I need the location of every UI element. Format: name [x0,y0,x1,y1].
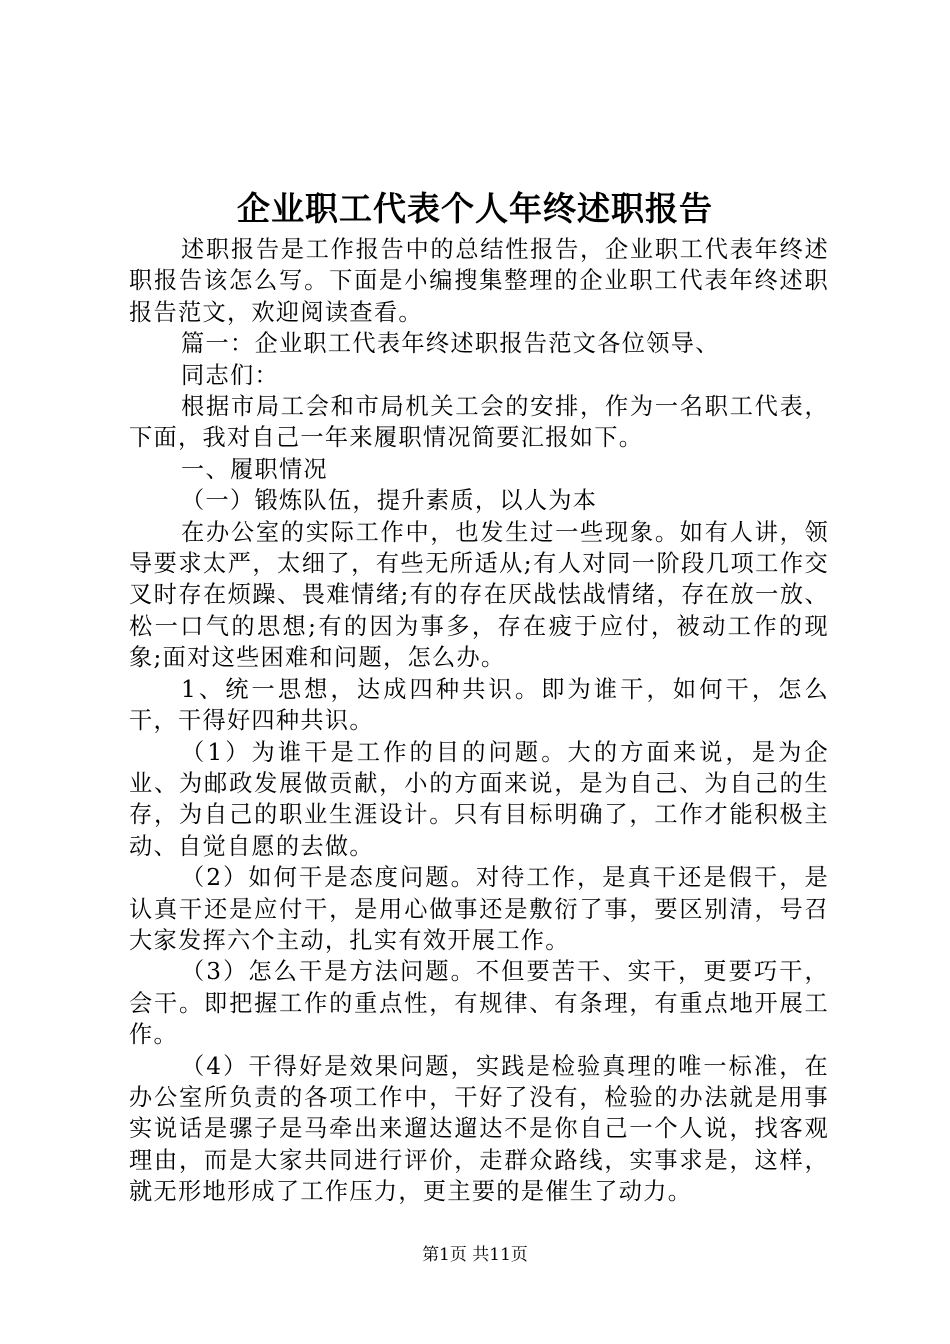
paragraph-item-1: （1）为谁干是工作的目的问题。大的方面来说，是为企业、为邮政发展做贡献，小的方面来说，是为自己、为自己的生存，为自己的职业生涯设计。只有目标明确了，工作才能积极主动、自觉自愿的去做。 [129,738,829,860]
page-footer: 第1页 共11页 [422,1245,528,1265]
paragraph-item-4: （4）干得好是效果问题，实践是检验真理的唯一标准，在办公室所负责的各项工作中，干好了没有，检验的办法就是用事实说话是骡子是马牵出来遛达遛达不是你自己一个人说，找客观理由，而是大家共同进行评价，走群众路线，实事求是，这样，就无形地形成了工作压力，更主要的是催生了动力。 [129,1052,829,1206]
document-title: 企业职工代表个人年终述职报告 [237,189,713,228]
paragraph-salutation: 同志们： [181,361,279,389]
paragraph-item-3: （3）怎么干是方法问题。不但要苦干、实干，更要巧干，会干。即把握工作的重点性，有规律、有条理，有重点地开展工作。 [129,958,829,1049]
document-body [129,234,829,1208]
paragraph-item-2: （2）如何干是态度问题。对待工作，是真干还是假干，是认真干还是应付干，是用心做事还是敷衍了事，要区别清，号召大家发挥六个主动，扎实有效开展工作。 [129,864,829,954]
paragraph-point-1: 1、统一思想，达成四种共识。即为谁干，如何干，怎么干，干得好四种共识。 [129,675,829,735]
paragraph-chapter-heading: 篇一：企业职工代表年终述职报告范文各位领导、 [181,330,720,358]
paragraph-office-work: 在办公室的实际工作中，也发生过一些现象。如有人讲，领导要求太严，太细了，有些无所适从;有人对同一阶段几项工作交叉时存在烦躁、畏难情绪;有的存在厌战怯战情绪，存在放一放、松一口气的思想;有的因为事多，存在疲于应付，被动工作的现象;面对这些困难和问题，怎么办。 [129,518,829,672]
paragraph-intro: 述职报告是工作报告中的总结性报告，企业职工代表年终述职报告该怎么写。下面是小编搜集整理的企业职工代表年终述职报告范文，欢迎阅读查看。 [129,236,829,326]
subsection-heading: （一）锻炼队伍，提升素质，以人为本 [181,487,598,515]
paragraph-opening: 根据市局工会和市局机关工会的安排，作为一名职工代表，下面，我对自己一年来履职情况简要汇报如下。 [129,393,829,452]
section-heading: 一、履职情况 [181,455,328,483]
